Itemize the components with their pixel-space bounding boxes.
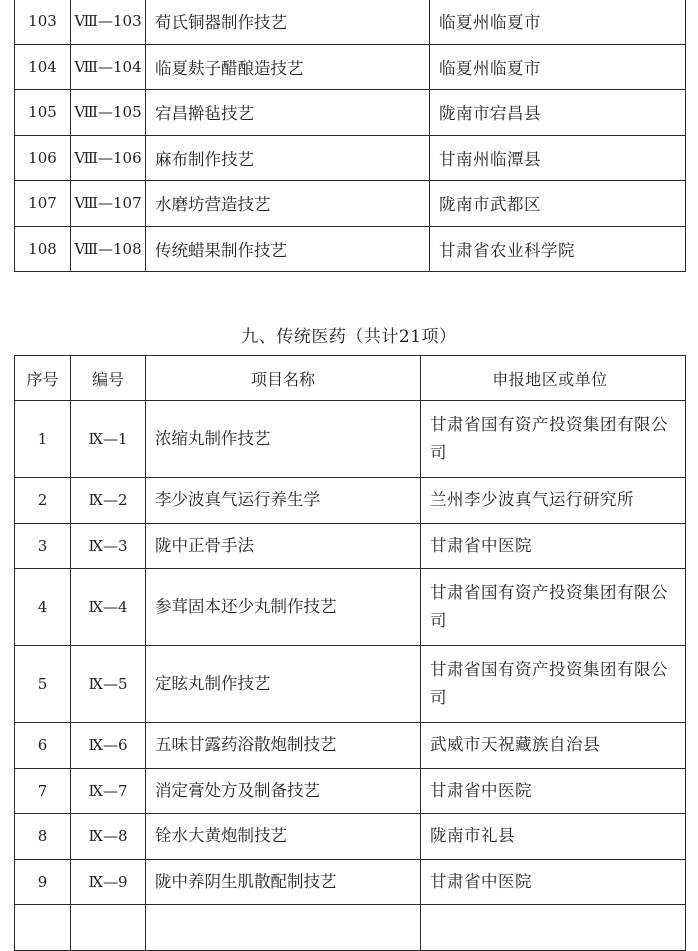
table-row <box>15 478 686 524</box>
section9-title: 九、传统医药（共计21项） <box>241 327 457 347</box>
item-name: 陇中养阴生肌散配制技艺 <box>146 859 421 905</box>
item-name: 李少波真气运行养生学 <box>146 478 421 524</box>
row-number: 105 <box>15 90 71 136</box>
table-row <box>15 90 686 136</box>
table-row <box>15 226 686 272</box>
item-name: 参茸固本还少丸制作技艺 <box>146 569 421 646</box>
item-region: 陇南市武都区 <box>430 181 686 227</box>
row-number: 9 <box>15 859 71 905</box>
item-name: 铨水大黄炮制技艺 <box>146 814 421 860</box>
row-number: 3 <box>15 523 71 569</box>
item-region: 甘南州临潭县 <box>430 135 686 181</box>
row-number: 107 <box>15 181 71 227</box>
item-region: 武威市天祝藏族自治县 <box>421 723 686 769</box>
table-row <box>15 859 686 905</box>
item-region: 临夏州临夏市 <box>430 0 686 44</box>
table-row <box>15 181 686 227</box>
row-number: 7 <box>15 768 71 814</box>
row-number: 5 <box>15 646 71 723</box>
item-region: 甘肃省农业科学院 <box>430 226 686 272</box>
item-region: 临夏州临夏市 <box>430 44 686 90</box>
item-code: Ⅷ—107 <box>71 181 146 227</box>
item-region: 甘肃省国有资产投资集团有限公司 <box>421 646 686 723</box>
table-row <box>15 44 686 90</box>
header-name: 项目名称 <box>146 356 421 401</box>
item-code: Ⅸ—9 <box>71 859 146 905</box>
row-number: 2 <box>15 478 71 524</box>
table-row <box>15 646 686 723</box>
item-code: Ⅸ—5 <box>71 646 146 723</box>
table-row <box>15 905 686 951</box>
table-row <box>15 814 686 860</box>
item-name: 水磨坊营造技艺 <box>146 181 430 227</box>
item-code: Ⅷ—103 <box>71 0 146 44</box>
table-row <box>15 0 686 44</box>
item-code: Ⅷ—104 <box>71 44 146 90</box>
row-number: 4 <box>15 569 71 646</box>
row-number: 1 <box>15 401 71 478</box>
row-number: 6 <box>15 723 71 769</box>
item-region: 甘肃省国有资产投资集团有限公司 <box>421 401 686 478</box>
item-code: Ⅸ—4 <box>71 569 146 646</box>
item-name: 传统蜡果制作技艺 <box>146 226 430 272</box>
item-name: 浓缩丸制作技艺 <box>146 401 421 478</box>
item-name: 消定膏处方及制备技艺 <box>146 768 421 814</box>
item-name: 五味甘露药浴散炮制技艺 <box>146 723 421 769</box>
item-code: Ⅸ—6 <box>71 723 146 769</box>
item-region: 甘肃省中医院 <box>421 768 686 814</box>
item-region: 甘肃省国有资产投资集团有限公司 <box>421 569 686 646</box>
section8-table <box>14 0 686 272</box>
item-name: 临夏麸子醋酿造技艺 <box>146 44 430 90</box>
item-name: 荀氏铜器制作技艺 <box>146 0 430 44</box>
item-name: 定眩丸制作技艺 <box>146 646 421 723</box>
row-number: 108 <box>15 226 71 272</box>
item-region: 陇南市宕昌县 <box>430 90 686 136</box>
item-code: Ⅷ—105 <box>71 90 146 136</box>
item-region: 兰州李少波真气运行研究所 <box>421 478 686 524</box>
item-code: Ⅸ—1 <box>71 401 146 478</box>
header-region: 申报地区或单位 <box>421 356 686 401</box>
table-header-row <box>15 356 686 401</box>
table-row <box>15 768 686 814</box>
item-region: 甘肃省中医院 <box>421 523 686 569</box>
section9-table <box>14 355 686 951</box>
table-row <box>15 523 686 569</box>
header-number: 序号 <box>15 356 71 401</box>
row-number <box>15 905 71 951</box>
header-code: 编号 <box>71 356 146 401</box>
item-region: 陇南市礼县 <box>421 814 686 860</box>
item-name <box>146 905 421 951</box>
item-region: 甘肃省中医院 <box>421 859 686 905</box>
item-code: Ⅸ—3 <box>71 523 146 569</box>
row-number: 103 <box>15 0 71 44</box>
table-row <box>15 135 686 181</box>
table-row <box>15 723 686 769</box>
item-code: Ⅷ—106 <box>71 135 146 181</box>
item-code: Ⅸ—2 <box>71 478 146 524</box>
row-number: 106 <box>15 135 71 181</box>
table-row <box>15 401 686 478</box>
item-region <box>421 905 686 951</box>
item-code: Ⅸ—8 <box>71 814 146 860</box>
item-code: Ⅷ—108 <box>71 226 146 272</box>
item-name: 麻布制作技艺 <box>146 135 430 181</box>
item-code <box>71 905 146 951</box>
row-number: 8 <box>15 814 71 860</box>
row-number: 104 <box>15 44 71 90</box>
item-code: Ⅸ—7 <box>71 768 146 814</box>
item-name: 宕昌擀毡技艺 <box>146 90 430 136</box>
item-name: 陇中正骨手法 <box>146 523 421 569</box>
table-row <box>15 569 686 646</box>
